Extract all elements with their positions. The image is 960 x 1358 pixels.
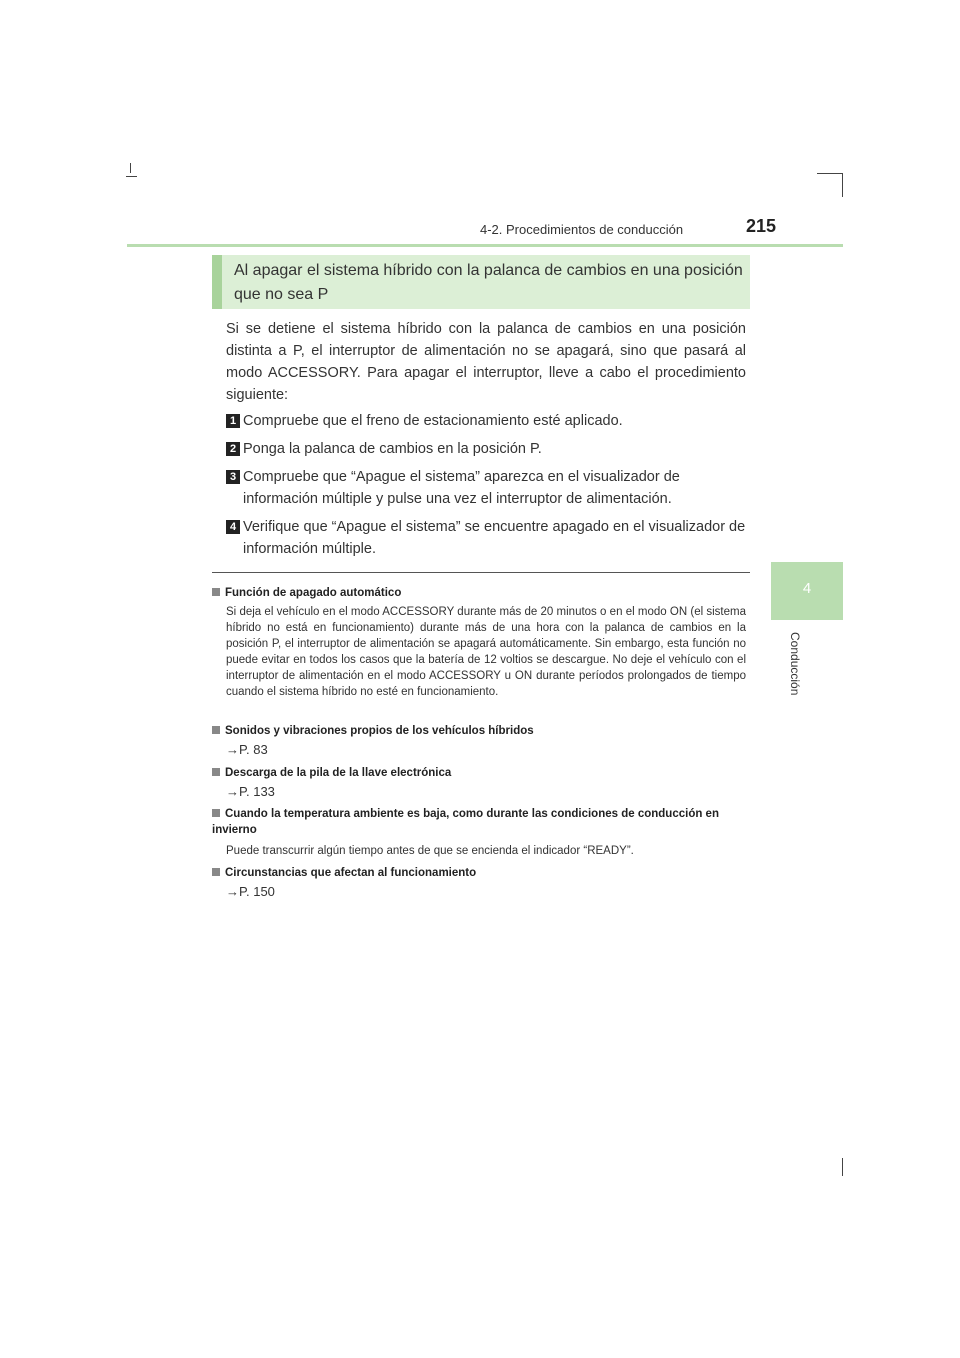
page-number: 215 bbox=[746, 216, 777, 236]
page-reference-link[interactable]: →P. 150 bbox=[226, 884, 275, 899]
header-rule bbox=[127, 244, 843, 247]
step-item bbox=[226, 410, 746, 432]
note-title bbox=[212, 765, 752, 781]
note-title bbox=[212, 723, 752, 739]
chapter-tab bbox=[771, 562, 843, 620]
step-item bbox=[226, 466, 746, 510]
section-heading-text: Al apagar el sistema híbrido con la palanca de cambios en una posición que no sea P bbox=[234, 262, 743, 303]
note-title bbox=[212, 806, 752, 838]
square-bullet-icon bbox=[212, 726, 220, 734]
page-reference-link[interactable]: →P. 133 bbox=[226, 784, 275, 799]
step-text: Verifique que “Apague el sistema” se encuentre apagado en el visualizador de información múltiple. bbox=[243, 519, 746, 557]
note-title-text: Función de apagado automático bbox=[225, 587, 402, 599]
crop-mark bbox=[126, 176, 137, 177]
step-text: Ponga la palanca de cambios en la posición P. bbox=[243, 441, 542, 457]
crop-mark bbox=[842, 173, 843, 197]
step-number: 1 bbox=[226, 414, 240, 428]
note-title bbox=[212, 865, 752, 881]
page-reference-link[interactable]: →P. 83 bbox=[226, 742, 268, 757]
step-number: 2 bbox=[226, 442, 240, 456]
chapter-label bbox=[788, 632, 804, 712]
chapter-label-text: Conducción bbox=[788, 632, 802, 696]
step-item bbox=[226, 516, 746, 560]
step-item bbox=[226, 438, 746, 460]
note-title-text: Sonidos y vibraciones propios de los vehículos híbridos bbox=[225, 725, 534, 737]
square-bullet-icon bbox=[212, 868, 220, 876]
section-heading bbox=[212, 255, 750, 309]
square-bullet-icon bbox=[212, 768, 220, 776]
note-title-text: Descarga de la pila de la llave electrónica bbox=[225, 767, 452, 779]
crop-mark bbox=[817, 173, 843, 174]
step-text: Compruebe que “Apague el sistema” aparezca en el visualizador de información múltiple y pulse una vez el interruptor de alimentación. bbox=[243, 469, 680, 507]
intro-paragraph: Si se detiene el sistema híbrido con la palanca de cambios en una posición distinta a P, el interruptor de alimentación no se apagará, sino que pasará al modo ACCESSORY. Para apagar el interruptor, lleve a cabo el procedimiento siguiente: bbox=[226, 321, 746, 403]
note-title-text: Circunstancias que afectan al funcionamiento bbox=[225, 867, 477, 879]
note-body: Si deja el vehículo en el modo ACCESSORY durante más de 20 minutos o en el modo ON (el sistema híbrido no está en funcionamiento) durante más de una hora con la palanca de cambios en la posición P, el interruptor de alimentación se apagará automáticamente. Sin embargo, esta función no puede evitar en todos los casos que la batería de 12 voltios se descargue. No deje el vehículo con el interruptor de alimentación en el modo ACCESSORY u ON durante períodos prolongados de tiempo cuando el sistema híbrido no esté en funcionamiento. bbox=[226, 606, 746, 698]
note-body: Puede transcurrir algún tiempo antes de que se encienda el indicador “READY”. bbox=[226, 845, 634, 857]
note-title bbox=[212, 585, 752, 601]
crop-mark bbox=[130, 163, 131, 173]
step-number: 4 bbox=[226, 520, 240, 534]
step-text: Compruebe que el freno de estacionamiento esté aplicado. bbox=[243, 413, 623, 429]
step-number: 3 bbox=[226, 470, 240, 484]
section-header: 4-2. Procedimientos de conducción bbox=[480, 222, 684, 237]
section-divider bbox=[212, 572, 750, 573]
square-bullet-icon bbox=[212, 588, 220, 596]
square-bullet-icon bbox=[212, 809, 220, 817]
chapter-number: 4 bbox=[802, 580, 812, 597]
note-title-text: Cuando la temperatura ambiente es baja, como durante las condiciones de conducción en invierno bbox=[212, 808, 719, 836]
crop-mark bbox=[842, 1158, 843, 1176]
